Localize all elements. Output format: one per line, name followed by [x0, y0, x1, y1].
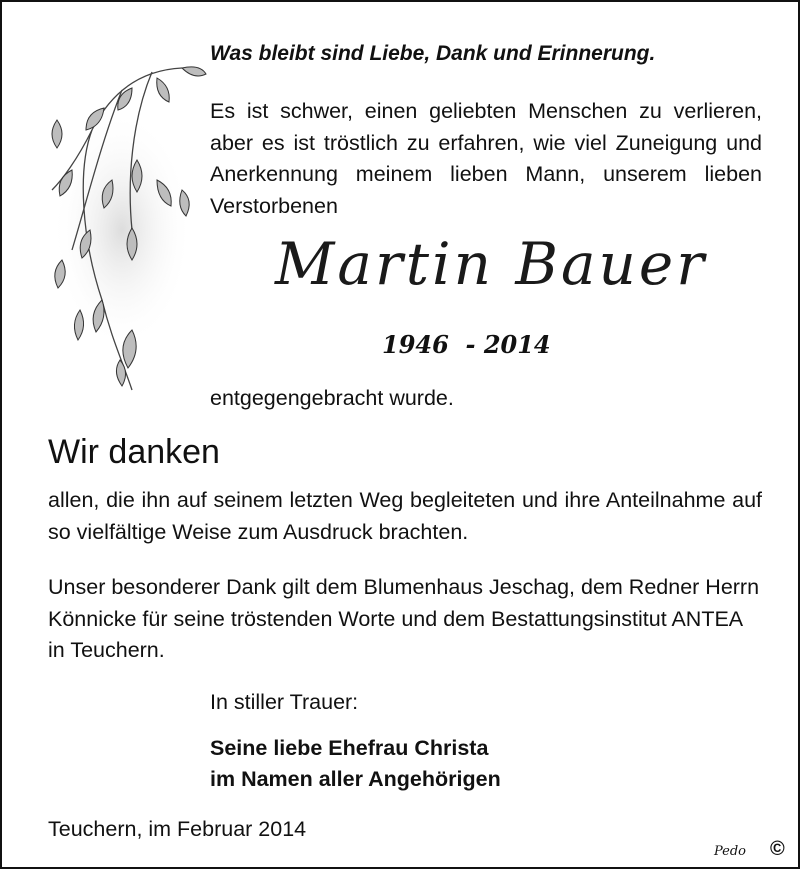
copyright-symbol: © [770, 838, 785, 860]
thanks-paragraph-1: allen, die ihn auf seinem letzten Weg begleiteten und ihre Anteilnahme auf so vielfältige Weise zum Ausdruck brachten. [48, 488, 762, 544]
intro-text: Es ist schwer, einen geliebten Menschen zu verlieren, aber es ist tröstlich zu erfahren, wie viel Zuneigung und Anerkennung meinem lieben Mann, unserem lieben Verstorbenen [210, 99, 762, 218]
intro-end: entgegengebracht wurde. [210, 386, 454, 410]
thanks-paragraph-2: Unser besonderer Dank gilt dem Blumenhaus Jeschag, dem Redner Herrn Könnicke für seine tröstenden Worte und dem Bestattungsinstitut ANTEA in Teuchern. [48, 575, 760, 662]
studio-mark: Pedo [714, 844, 747, 859]
deceased-name: Martin Bauer [275, 230, 707, 298]
birch-branch-icon [32, 60, 212, 410]
signer-line: Seine liebe Ehefrau Christa [210, 736, 489, 760]
place-date: Teuchern, im Februar 2014 [48, 817, 307, 841]
mourning-label: In stiller Trauer: [210, 690, 359, 714]
motto: Was bleibt sind Liebe, Dank und Erinnerung. [210, 42, 656, 65]
signers [210, 733, 501, 795]
thanks-heading: Wir danken [48, 433, 220, 471]
signer-line: im Namen aller Angehörigen [210, 767, 501, 791]
life-years: 1946 - 2014 [382, 330, 551, 359]
